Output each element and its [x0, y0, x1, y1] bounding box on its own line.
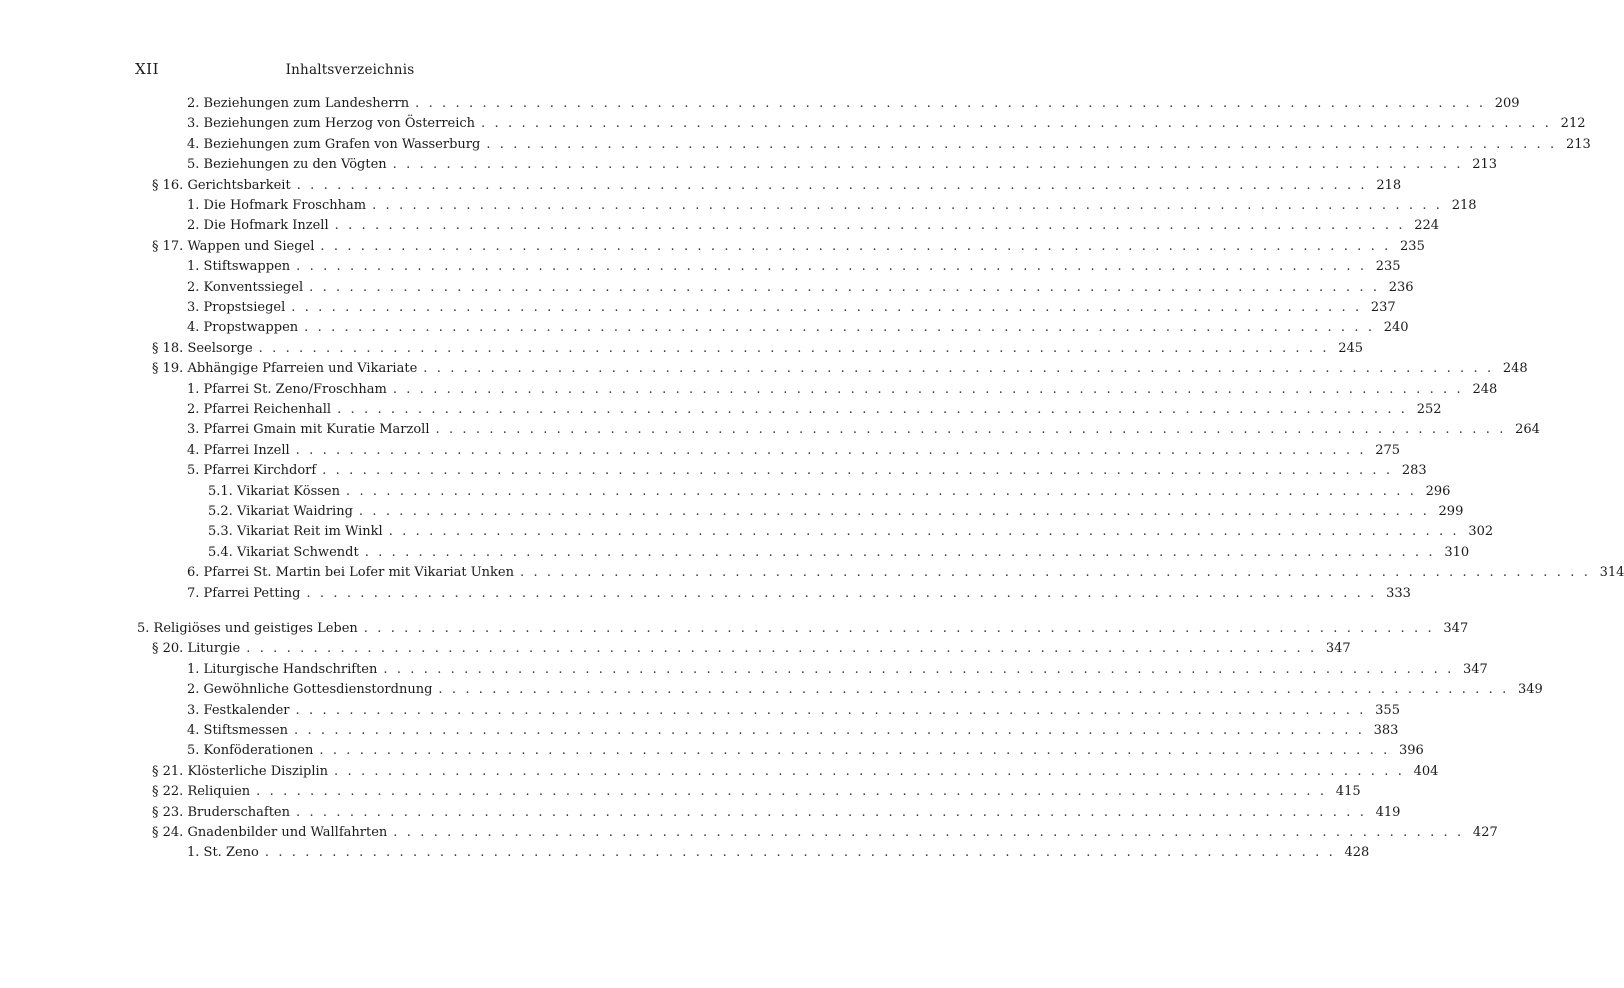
toc-entry-text: Wappen und Siegel — [187, 238, 315, 254]
toc-entry-text: Stiftsmessen — [203, 723, 288, 738]
toc-entry-title — [152, 803, 296, 823]
toc-entry-text: Propstwappen — [203, 320, 299, 336]
toc-entry — [152, 339, 1364, 359]
toc-entry — [187, 420, 1540, 440]
toc-entry-text: Vikariat Kössen — [236, 483, 340, 499]
toc-entry — [187, 461, 1427, 481]
toc-entry-text: Klösterliche Disziplin — [187, 763, 329, 779]
toc-dot-leader: . . . . . . . . . . . . . . . . . . . . . . . . . . . . . . . . . . . . . . . . . . . . . . . . . . . . . . . . . . . . . . . . . . . . . . . . . . . . . . . . — [334, 218, 1406, 234]
toc-entry — [187, 318, 1409, 338]
toc-entry-page: 333 — [1386, 585, 1411, 601]
toc-entry-page: 248 — [1502, 361, 1528, 377]
toc-dot-leader: . . . . . . . . . . . . . . . . . . . . . . . . . . . . . . . . . . . . . . . . . . . . . . . . . . . . . . . . . . . . . . . . . . . . . . . . . . . . . . . . — [322, 463, 1393, 479]
toc-entry — [187, 298, 1396, 318]
toc-entry-text: Pfarrei St. Martin bei Lofer mit Vikariat Unken — [203, 565, 514, 581]
toc-dot-leader: . . . . . . . . . . . . . . . . . . . . . . . . . . . . . . . . . . . . . . . . . . . . . . . . . . . . . . . . . . . . . . . . . . . . . . . . . . . . . . . . — [345, 483, 1417, 499]
toc-entry-text: Konventssiegel — [203, 279, 304, 295]
toc-dot-leader: . . . . . . . . . . . . . . . . . . . . . . . . . . . . . . . . . . . . . . . . . . . . . . . . . . . . . . . . . . . . . . . . . . . . . . . . . . . . . . . . — [392, 157, 1464, 173]
toc-entry — [187, 680, 1543, 700]
toc-entry-number: 3. — [187, 702, 200, 718]
toc-entry-text: Pfarrei Reichenhall — [203, 402, 332, 417]
toc-dot-leader: . . . . . . . . . . . . . . . . . . . . . . . . . . . . . . . . . . . . . . . . . . . . . . . . . . . . . . . . . . . . . . . . . . . . . . . . . . . . . . . . — [392, 381, 1464, 397]
toc-entry-page: 213 — [1565, 136, 1591, 152]
toc-entry-text: Gewöhnliche Gottesdienstordnung — [203, 682, 433, 698]
running-head: Inhaltsverzeichnis — [285, 62, 415, 78]
toc-entry-title — [208, 522, 389, 542]
toc-dot-leader: . . . . . . . . . . . . . . . . . . . . . . . . . . . . . . . . . . . . . . . . . . . . . . . . . . . . . . . . . . . . . . . . . . . . . . . . . . . . . . . . — [481, 116, 1552, 132]
toc-entry-number: 6. — [187, 565, 200, 581]
toc-entry-title — [187, 400, 337, 420]
toc-entry — [187, 584, 1411, 604]
toc-entry-number: 5.2. — [208, 504, 233, 519]
toc-dot-leader: . . . . . . . . . . . . . . . . . . . . . . . . . . . . . . . . . . . . . . . . . . . . . . . . . . . . . . . . . . . . . . . . . . . . . . . . . . . . . . . . — [296, 259, 1367, 275]
toc-dot-leader: . . . . . . . . . . . . . . . . . . . . . . . . . . . . . . . . . . . . . . . . . . . . . . . . . . . . . . . . . . . . . . . . . . . . . . . . . . . . . . . . — [519, 565, 1591, 581]
toc-entry-text: Liturgische Handschriften — [203, 661, 378, 677]
toc-entry-number: 5. — [187, 463, 200, 479]
toc-entry-page: 347 — [1443, 621, 1469, 636]
toc-entry-title — [152, 339, 259, 359]
toc-dot-leader: . . . . . . . . . . . . . . . . . . . . . . . . . . . . . . . . . . . . . . . . . . . . . . . . . . . . . . . . . . . . . . . . . . . . . . . . . . . . . . . . — [364, 544, 1436, 560]
toc-dot-leader: . . . . . . . . . . . . . . . . . . . . . . . . . . . . . . . . . . . . . . . . . . . . . . . . . . . . . . . . . . . . . . . . . . . . . . . . . . . . . . . . — [435, 422, 1506, 438]
toc-entry-text: Pfarrei Petting — [203, 585, 301, 601]
toc-entry-number: 2. — [187, 218, 200, 234]
toc-entry-title — [187, 380, 393, 400]
toc-entry-title — [187, 420, 435, 440]
toc-entry-number: 1. — [187, 845, 200, 861]
toc-entry-title — [187, 721, 294, 741]
toc-dot-leader: . . . . . . . . . . . . . . . . . . . . . . . . . . . . . . . . . . . . . . . . . . . . . . . . . . . . . . . . . . . . . . . . . . . . . . . . . . . . . . . . — [293, 723, 1365, 738]
toc-entry — [187, 400, 1442, 420]
toc-entry-text: Pfarrei St. Zeno/Froschham — [203, 381, 387, 397]
toc-entry — [187, 216, 1440, 236]
toc-entry — [187, 741, 1424, 761]
toc-entry-page: 355 — [1375, 702, 1400, 718]
toc-entry — [187, 721, 1399, 741]
toc-dot-leader: . . . . . . . . . . . . . . . . . . . . . . . . . . . . . . . . . . . . . . . . . . . . . . . . . . . . . . . . . . . . . . . . . . . . . . . . . . . . . . . . — [246, 641, 1317, 657]
toc-entry-number: 3. — [187, 116, 200, 132]
toc-entry-page: 347 — [1325, 641, 1351, 657]
toc-dot-leader: . . . . . . . . . . . . . . . . . . . . . . . . . . . . . . . . . . . . . . . . . . . . . . . . . . . . . . . . . . . . . . . . . . . . . . . . . . . . . . . . — [358, 504, 1430, 519]
toc-dot-leader: . . . . . . . . . . . . . . . . . . . . . . . . . . . . . . . . . . . . . . . . . . . . . . . . . . . . . . . . . . . . . . . . . . . . . . . . . . . . . . . . — [295, 702, 1366, 718]
toc-entry-page: 236 — [1388, 279, 1414, 295]
toc-entry-number: 1. — [187, 198, 200, 213]
toc-entry-title — [208, 543, 365, 563]
toc-dot-leader: . . . . . . . . . . . . . . . . . . . . . . . . . . . . . . . . . . . . . . . . . . . . . . . . . . . . . . . . . . . . . . . . . . . . . . . . . . . . . . . . — [334, 763, 1405, 779]
toc-entry — [152, 176, 1402, 196]
toc-entry-page: 235 — [1375, 259, 1401, 275]
toc-dot-leader: . . . . . . . . . . . . . . . . . . . . . . . . . . . . . . . . . . . . . . . . . . . . . . . . . . . . . . . . . . . . . . . . . . . . . . . . . . . . . . . . — [320, 238, 1391, 254]
toc-dot-leader: . . . . . . . . . . . . . . . . . . . . . . . . . . . . . . . . . . . . . . . . . . . . . . . . . . . . . . . . . . . . . . . . . . . . . . . . . . . . . . . . — [256, 784, 1327, 800]
toc-entry-text: Liturgie — [187, 641, 241, 657]
toc-entry-text: Pfarrei Kirchdorf — [203, 463, 317, 479]
toc-entry-number: 2. — [187, 682, 200, 698]
toc-entry-page: 218 — [1451, 198, 1477, 213]
toc-dot-leader: . . . . . . . . . . . . . . . . . . . . . . . . . . . . . . . . . . . . . . . . . . . . . . . . . . . . . . . . . . . . . . . . . . . . . . . . . . . . . . . . — [258, 340, 1330, 356]
toc-entry-title — [152, 823, 393, 843]
toc-entry-number: § 23. — [152, 804, 184, 820]
toc-entry-title — [208, 502, 359, 522]
toc-entry-text: Beziehungen zum Herzog von Österreich — [203, 116, 476, 132]
toc-entry-number: 7. — [187, 585, 200, 601]
toc-entry-title — [152, 359, 423, 379]
toc-dot-leader: . . . . . . . . . . . . . . . . . . . . . . . . . . . . . . . . . . . . . . . . . . . . . . . . . . . . . . . . . . . . . . . . . . . . . . . . . . . . . . . . — [388, 524, 1460, 540]
toc-entry — [187, 660, 1488, 680]
toc-entry-page: 275 — [1375, 442, 1401, 458]
toc-entry-page: 404 — [1413, 763, 1439, 779]
toc-entry-page: 212 — [1560, 116, 1586, 132]
toc-entry-text: Stiftswappen — [203, 259, 291, 275]
toc-entry-number: 2. — [187, 279, 200, 295]
toc-dot-leader: . . . . . . . . . . . . . . . . . . . . . . . . . . . . . . . . . . . . . . . . . . . . . . . . . . . . . . . . . . . . . . . . . . . . . . . . . . . . . . . . — [264, 845, 1336, 861]
toc-entry-number: 4. — [187, 442, 200, 458]
toc-entry-number: § 24. — [152, 825, 184, 840]
toc-entry — [208, 543, 1470, 563]
toc-entry-page: 224 — [1414, 218, 1440, 234]
toc-entry-title — [187, 680, 438, 700]
toc-dot-leader: . . . . . . . . . . . . . . . . . . . . . . . . . . . . . . . . . . . . . . . . . . . . . . . . . . . . . . . . . . . . . . . . . . . . . . . . . . . . . . . . — [363, 621, 1435, 636]
toc-entry-number: 5.3. — [208, 524, 233, 540]
toc-entry-page: 296 — [1425, 483, 1451, 499]
toc-entry-title — [187, 155, 393, 175]
toc-entry-text: Beziehungen zum Landesherrn — [203, 96, 410, 111]
toc-entry-number: § 21. — [152, 763, 184, 779]
page-number: XII — [135, 60, 160, 78]
toc-entry-number: § 19. — [152, 361, 184, 377]
toc-entry — [152, 803, 1401, 823]
toc-entry-page: 310 — [1444, 544, 1470, 560]
toc-entry-title — [187, 701, 296, 721]
toc-entry — [187, 441, 1401, 461]
toc-entry-number: 5. — [137, 621, 150, 636]
toc-entry — [152, 359, 1528, 379]
toc-entry-number: 5. — [187, 743, 200, 759]
toc-entry-page: 415 — [1335, 784, 1361, 800]
toc-entry — [187, 843, 1370, 863]
toc-entry-text: Die Hofmark Inzell — [203, 218, 329, 234]
toc-entry-text: Seelsorge — [187, 340, 253, 356]
toc-entry-page: 427 — [1472, 825, 1498, 840]
toc-entry — [187, 155, 1498, 175]
toc-entry-title — [187, 461, 322, 481]
toc-entry-page: 349 — [1518, 682, 1543, 698]
toc-entry-number: § 18. — [152, 340, 184, 356]
toc-dot-leader: . . . . . . . . . . . . . . . . . . . . . . . . . . . . . . . . . . . . . . . . . . . . . . . . . . . . . . . . . . . . . . . . . . . . . . . . . . . . . . . . — [309, 279, 1380, 295]
toc-entry-title — [187, 196, 372, 216]
toc-entry — [187, 114, 1586, 134]
toc-entry-page: 314 — [1599, 565, 1624, 581]
toc-entry-title — [137, 619, 364, 639]
toc-entry — [187, 257, 1401, 277]
toc-entry-page: 235 — [1400, 238, 1425, 254]
toc-entry — [187, 701, 1400, 721]
toc-entry-page: 245 — [1338, 340, 1364, 356]
toc-entry-page: 302 — [1468, 524, 1494, 540]
toc-entry-text: Beziehungen zu den Vögten — [203, 157, 387, 173]
toc-dot-leader: . . . . . . . . . . . . . . . . . . . . . . . . . . . . . . . . . . . . . . . . . . . . . . . . . . . . . . . . . . . . . . . . . . . . . . . . . . . . . . . . — [372, 198, 1443, 213]
toc-entry-text: Festkalender — [203, 702, 290, 718]
toc-entry-text: St. Zeno — [203, 845, 259, 861]
toc-entry-title — [187, 114, 481, 134]
toc-dot-leader: . . . . . . . . . . . . . . . . . . . . . . . . . . . . . . . . . . . . . . . . . . . . . . . . . . . . . . . . . . . . . . . . . . . . . . . . . . . . . . . . — [423, 361, 1494, 377]
toc-entry — [152, 782, 1361, 802]
toc-dot-leader: . . . . . . . . . . . . . . . . . . . . . . . . . . . . . . . . . . . . . . . . . . . . . . . . . . . . . . . . . . . . . . . . . . . . . . . . . . . . . . . . — [393, 825, 1464, 840]
toc-entry-page: 383 — [1373, 723, 1399, 738]
toc-dot-leader: . . . . . . . . . . . . . . . . . . . . . . . . . . . . . . . . . . . . . . . . . . . . . . . . . . . . . . . . . . . . . . . . . . . . . . . . . . . . . . . . — [319, 743, 1390, 759]
toc-entry-number: 1. — [187, 381, 200, 397]
toc-entry-text: Vikariat Schwendt — [236, 544, 359, 560]
toc-entry-number: § 22. — [152, 784, 184, 800]
toc-entry-text: Gnadenbilder und Wallfahrten — [187, 825, 388, 840]
toc-entry-title — [152, 176, 297, 196]
toc-entry-page: 396 — [1399, 743, 1424, 759]
toc-entry-text: Religiöses und geistiges Leben — [153, 621, 358, 636]
toc-entry — [152, 762, 1439, 782]
toc-entry — [187, 94, 1520, 114]
toc-dot-leader: . . . . . . . . . . . . . . . . . . . . . . . . . . . . . . . . . . . . . . . . . . . . . . . . . . . . . . . . . . . . . . . . . . . . . . . . . . . . . . . . — [304, 320, 1375, 336]
toc-entry-page: 283 — [1401, 463, 1427, 479]
toc-dot-leader: . . . . . . . . . . . . . . . . . . . . . . . . . . . . . . . . . . . . . . . . . . . . . . . . . . . . . . . . . . . . . . . . . . . . . . . . . . . . . . . . — [306, 585, 1377, 601]
toc-dot-leader: . . . . . . . . . . . . . . . . . . . . . . . . . . . . . . . . . . . . . . . . . . . . . . . . . . . . . . . . . . . . . . . . . . . . . . . . . . . . . . . . — [296, 177, 1368, 193]
toc-entry-title — [187, 94, 415, 114]
toc-entry-page: 248 — [1472, 381, 1498, 397]
toc-entry-number: 3. — [187, 300, 200, 315]
toc-entry-number: § 20. — [152, 641, 184, 657]
toc-entry — [137, 619, 1469, 639]
toc-entry-number: 5. — [187, 157, 200, 173]
toc-entry-page: 240 — [1383, 320, 1409, 336]
toc-entry-title — [187, 318, 304, 338]
toc-entry-page: 252 — [1416, 402, 1442, 417]
toc-entry-text: Beziehungen zum Grafen von Wasserburg — [203, 136, 481, 152]
toc-entry-number: 1. — [187, 661, 200, 677]
toc-entry-title — [187, 441, 296, 461]
toc-entry-page: 237 — [1370, 300, 1396, 315]
toc-entry-number: 4. — [187, 723, 200, 738]
toc-entry-number: 4. — [187, 320, 200, 336]
toc-entry — [187, 563, 1624, 583]
toc-entry-text: Pfarrei Gmain mit Kuratie Marzoll — [203, 422, 430, 438]
toc-entry-title — [187, 257, 296, 277]
toc-entry-title — [187, 135, 486, 155]
toc-entry-page: 299 — [1438, 504, 1464, 519]
toc-entry-text: Bruderschaften — [187, 804, 290, 820]
toc-entry — [152, 237, 1425, 257]
toc-entry-title — [187, 563, 520, 583]
toc-entry-page: 264 — [1515, 422, 1540, 438]
toc-entry-text: Reliquien — [187, 784, 251, 800]
toc-dot-leader: . . . . . . . . . . . . . . . . . . . . . . . . . . . . . . . . . . . . . . . . . . . . . . . . . . . . . . . . . . . . . . . . . . . . . . . . . . . . . . . . — [383, 661, 1454, 677]
toc-entry-text: Gerichtsbarkeit — [187, 177, 291, 193]
toc-entry-text: Vikariat Waidring — [236, 504, 353, 519]
toc-entry-title — [152, 782, 256, 802]
toc-entry — [208, 482, 1451, 502]
toc-dot-leader: . . . . . . . . . . . . . . . . . . . . . . . . . . . . . . . . . . . . . . . . . . . . . . . . . . . . . . . . . . . . . . . . . . . . . . . . . . . . . . . . — [337, 402, 1408, 417]
toc-dot-leader: . . . . . . . . . . . . . . . . . . . . . . . . . . . . . . . . . . . . . . . . . . . . . . . . . . . . . . . . . . . . . . . . . . . . . . . . . . . . . . . . — [438, 682, 1509, 698]
toc-entry — [187, 196, 1477, 216]
toc-entry-title — [187, 843, 265, 863]
toc-entry-page: 419 — [1375, 804, 1401, 820]
toc-entry-page: 428 — [1344, 845, 1370, 861]
toc-entry-title — [187, 660, 383, 680]
toc-entry-text: Pfarrei Inzell — [203, 442, 290, 458]
toc-entry — [152, 639, 1351, 659]
toc-entry-title — [152, 762, 334, 782]
toc-dot-leader: . . . . . . . . . . . . . . . . . . . . . . . . . . . . . . . . . . . . . . . . . . . . . . . . . . . . . . . . . . . . . . . . . . . . . . . . . . . . . . . . — [296, 804, 1367, 820]
toc-entry — [187, 278, 1414, 298]
toc-entry-number: 2. — [187, 402, 200, 417]
toc-entry-number: 2. — [187, 96, 200, 111]
toc-entry-page: 218 — [1376, 177, 1402, 193]
toc-entry-number: § 17. — [152, 238, 184, 254]
toc-entry — [208, 522, 1494, 542]
toc-entry-page: 347 — [1462, 661, 1488, 677]
toc-entry-number: 1. — [187, 259, 200, 275]
toc-entry-title — [187, 216, 335, 236]
toc-entry-text: Abhängige Pfarreien und Vikariate — [187, 361, 418, 377]
toc-entry-number: 5.4. — [208, 544, 233, 560]
toc-entry-text: Die Hofmark Froschham — [203, 198, 367, 213]
toc-entry-text: Propstsiegel — [203, 300, 286, 315]
toc-entry-title — [152, 639, 246, 659]
toc-entry-title — [152, 237, 320, 257]
toc-entry — [187, 380, 1498, 400]
toc-entry-number: 5.1. — [208, 483, 233, 499]
toc-dot-leader: . . . . . . . . . . . . . . . . . . . . . . . . . . . . . . . . . . . . . . . . . . . . . . . . . . . . . . . . . . . . . . . . . . . . . . . . . . . . . . . . — [291, 300, 1362, 315]
toc-dot-leader: . . . . . . . . . . . . . . . . . . . . . . . . . . . . . . . . . . . . . . . . . . . . . . . . . . . . . . . . . . . . . . . . . . . . . . . . . . . . . . . . — [295, 442, 1367, 458]
toc-entry — [152, 823, 1498, 843]
toc-entry-page: 213 — [1472, 157, 1498, 173]
toc-dot-leader: . . . . . . . . . . . . . . . . . . . . . . . . . . . . . . . . . . . . . . . . . . . . . . . . . . . . . . . . . . . . . . . . . . . . . . . . . . . . . . . . — [415, 96, 1486, 111]
toc-entry-title — [208, 482, 346, 502]
toc-entry-number: § 16. — [152, 177, 184, 193]
toc-entry — [208, 502, 1464, 522]
toc-entry-text: Vikariat Reit im Winkl — [236, 524, 383, 540]
toc-entry-title — [187, 584, 306, 604]
toc-entry-page: 209 — [1494, 96, 1520, 111]
toc-entry-text: Konföderationen — [203, 743, 314, 759]
toc-dot-leader: . . . . . . . . . . . . . . . . . . . . . . . . . . . . . . . . . . . . . . . . . . . . . . . . . . . . . . . . . . . . . . . . . . . . . . . . . . . . . . . . — [486, 136, 1557, 152]
toc-entry-number: 3. — [187, 422, 200, 438]
toc-entry-number: 4. — [187, 136, 200, 152]
toc-entry-title — [187, 298, 291, 318]
toc-entry — [187, 135, 1591, 155]
toc-entry-title — [187, 741, 319, 761]
toc-entry-title — [187, 278, 309, 298]
